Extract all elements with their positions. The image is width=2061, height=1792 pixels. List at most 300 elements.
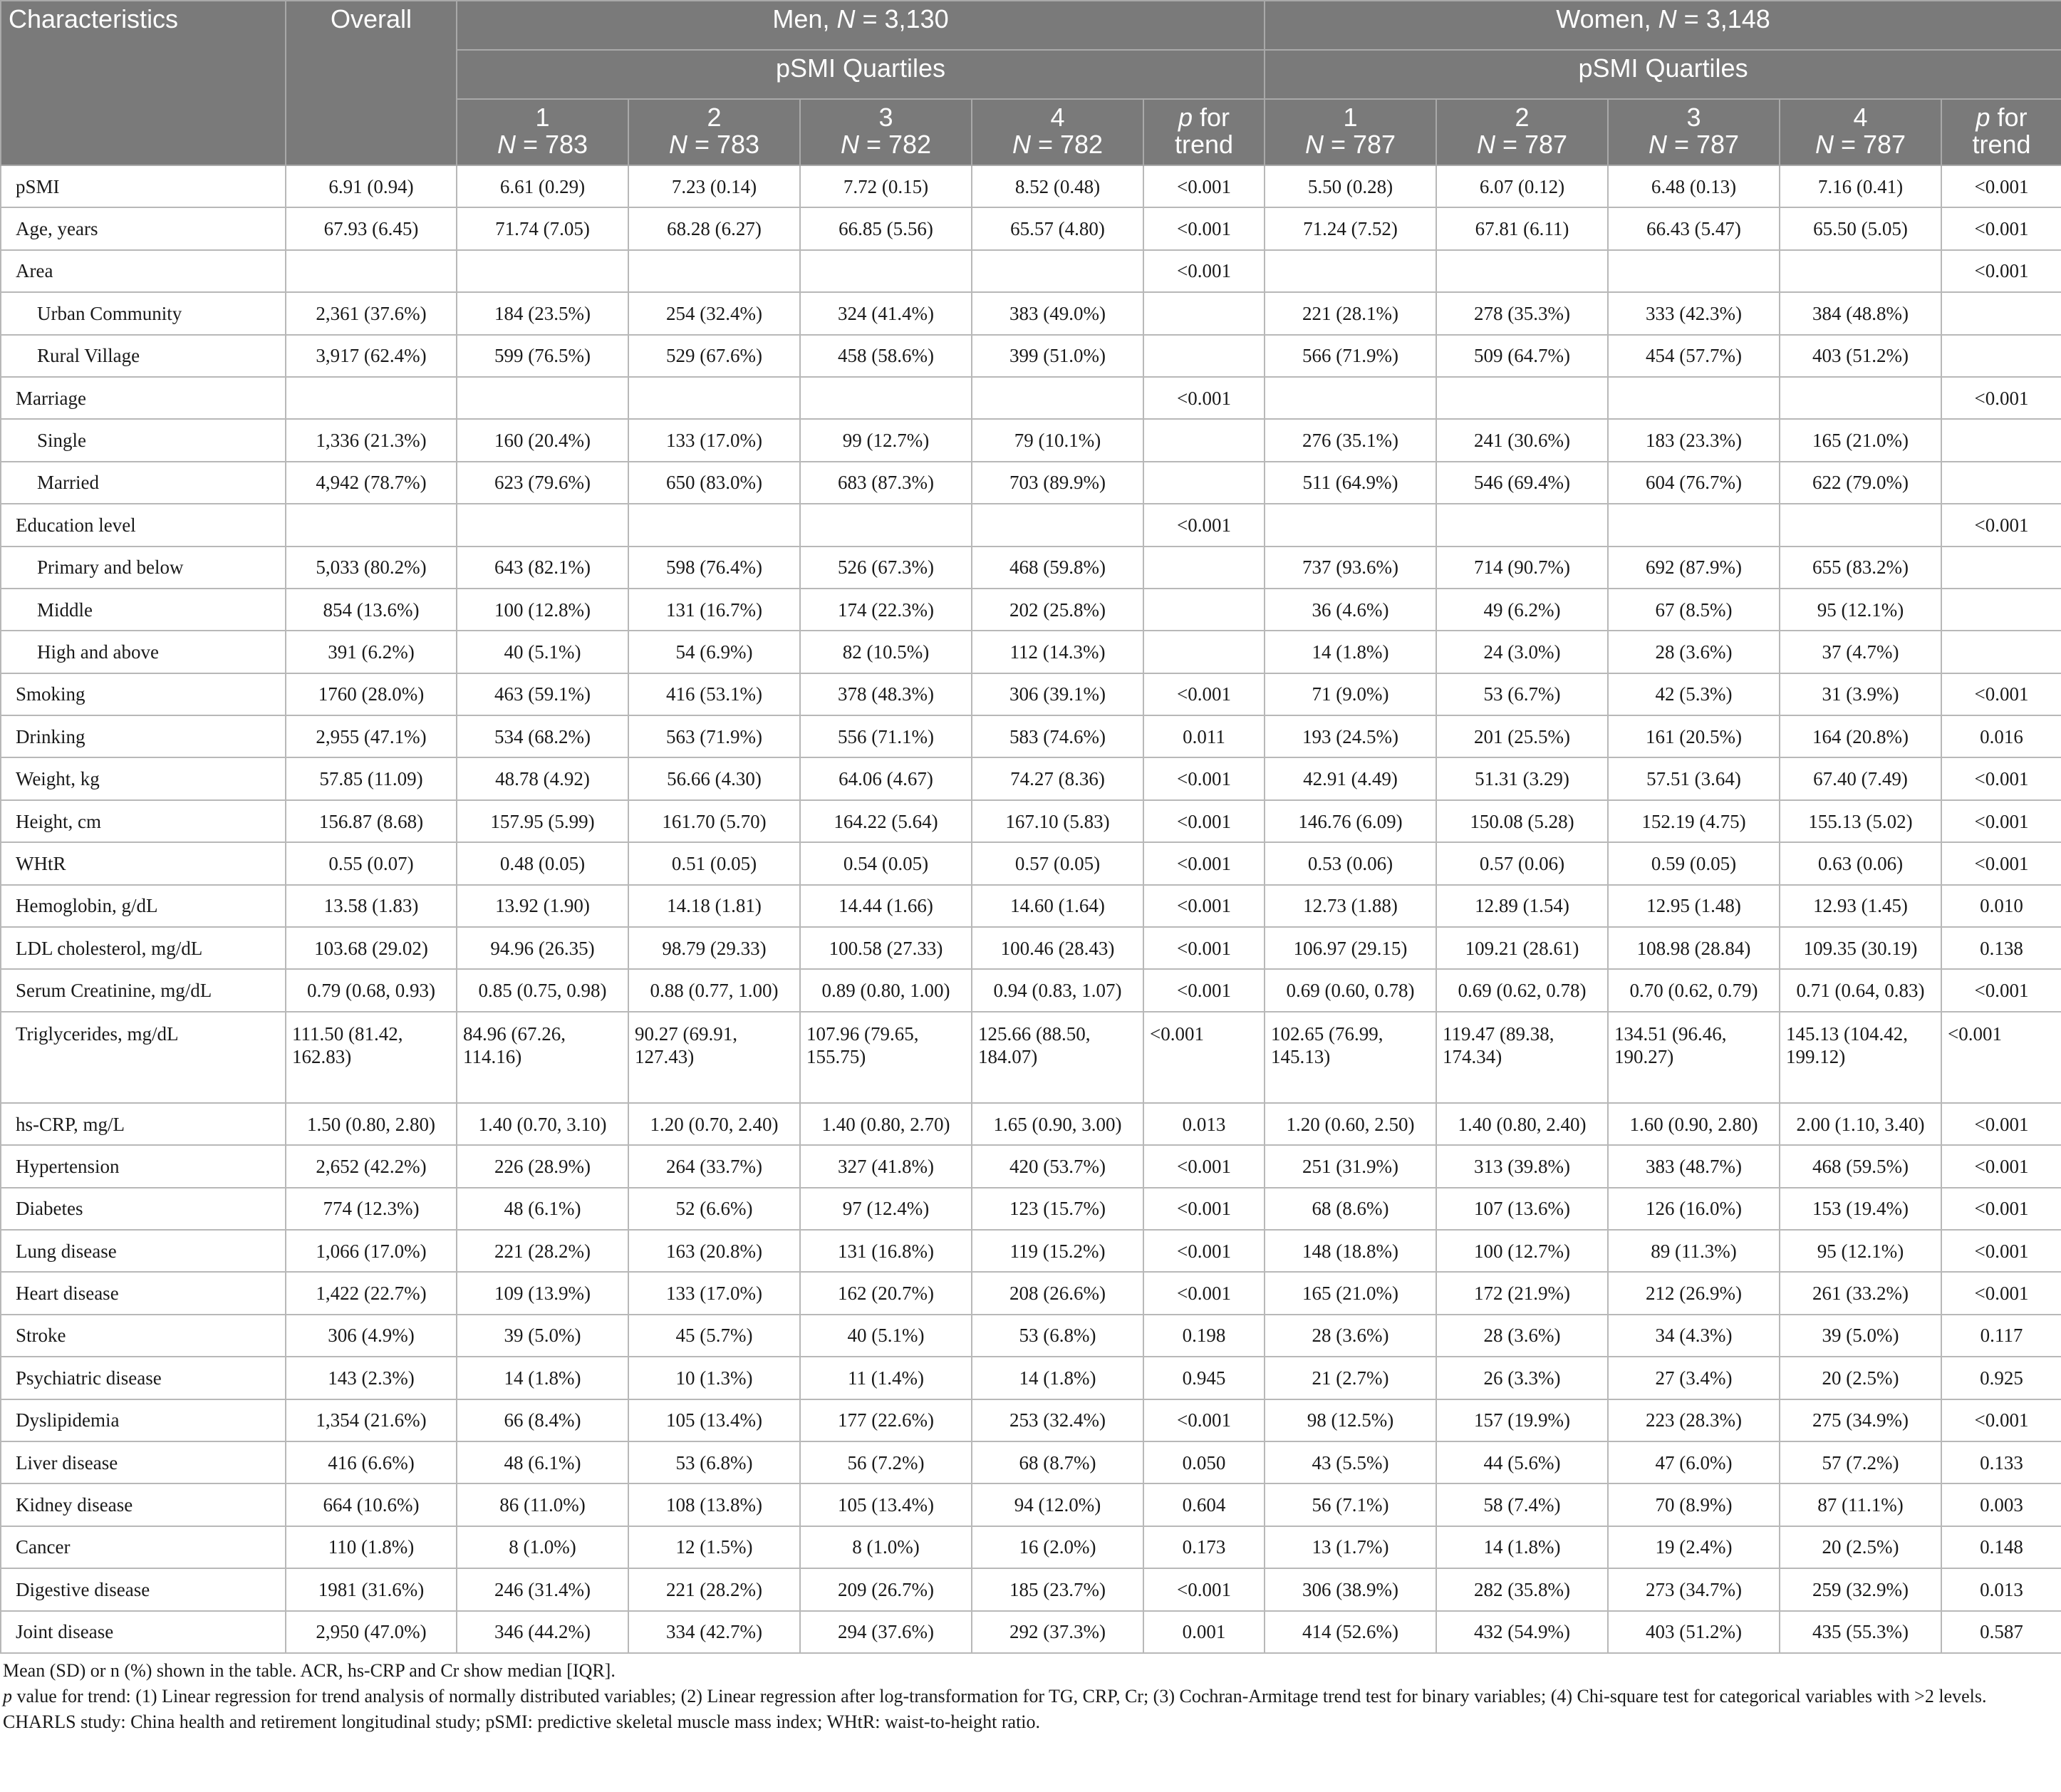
table-cell: 123 (15.7%) (972, 1188, 1143, 1230)
table-cell: 226 (28.9%) (457, 1145, 628, 1187)
table-cell: 84.96 (67.26, 114.16) (457, 1012, 628, 1103)
table-cell: 0.51 (0.05) (628, 842, 800, 884)
table-cell: 1,336 (21.3%) (286, 419, 457, 461)
women-quartile-4-header (1780, 99, 1941, 165)
table-cell: 598 (76.4%) (628, 547, 800, 589)
table-cell: <0.001 (1143, 207, 1265, 249)
table-row (1, 1103, 2061, 1145)
table-cell: 67.40 (7.49) (1780, 757, 1941, 799)
table-cell: 546 (69.4%) (1436, 462, 1608, 504)
table-cell: 292 (37.3%) (972, 1611, 1143, 1653)
table-cell: 0.94 (0.83, 1.07) (972, 969, 1143, 1011)
table-cell (286, 504, 457, 546)
quartile-n-value: = 787 (1833, 130, 1906, 159)
quartile-n-label: N (1476, 130, 1495, 159)
row-label: WHtR (1, 842, 286, 884)
men-n-value: = 3,130 (855, 4, 949, 33)
row-label: Marriage (1, 377, 286, 419)
table-cell: 56.66 (4.30) (628, 757, 800, 799)
table-cell: 664 (10.6%) (286, 1483, 457, 1526)
table-cell: <0.001 (1941, 800, 2061, 842)
table-cell: 43 (5.5%) (1265, 1441, 1436, 1483)
table-cell: 416 (53.1%) (628, 673, 800, 715)
row-label: Hemoglobin, g/dL (1, 885, 286, 927)
men-quartile-1-header (457, 99, 628, 165)
table-cell (1941, 547, 2061, 589)
quartile-n-label: N (497, 130, 516, 159)
table-cell: 0.198 (1143, 1315, 1265, 1357)
row-label: Weight, kg (1, 757, 286, 799)
men-quartile-2-header (628, 99, 800, 165)
quartile-count (1444, 131, 1600, 158)
table-cell: 143 (2.3%) (286, 1357, 457, 1399)
men-quartile-4-header (972, 99, 1143, 165)
table-cell: 692 (87.9%) (1608, 547, 1780, 589)
table-cell: 6.91 (0.94) (286, 165, 457, 207)
table-cell: 54 (6.9%) (628, 631, 800, 673)
header-women-quartiles: pSMI Quartiles (1265, 50, 2061, 99)
table-cell: 0.925 (1941, 1357, 2061, 1399)
note-line-3: CHARLS study: China health and retirement longitudinal study; pSMI: predictive skeletal muscle mass index; WHtR: waist-to-height ratio. (3, 1711, 1041, 1732)
table-cell: 28 (3.6%) (1436, 1315, 1608, 1357)
table-cell: 259 (32.9%) (1780, 1568, 1941, 1610)
table-cell: 1.50 (0.80, 2.80) (286, 1103, 457, 1145)
table-cell: 65.50 (5.05) (1780, 207, 1941, 249)
table-cell: 468 (59.5%) (1780, 1145, 1941, 1187)
table-cell: 0.945 (1143, 1357, 1265, 1399)
table-cell: 12.89 (1.54) (1436, 885, 1608, 927)
table-cell: 153 (19.4%) (1780, 1188, 1941, 1230)
row-label: pSMI (1, 165, 286, 207)
table-cell: <0.001 (1941, 1272, 2061, 1314)
table-cell: 241 (30.6%) (1436, 419, 1608, 461)
table-cell: 282 (35.8%) (1436, 1568, 1608, 1610)
table-cell: 164.22 (5.64) (800, 800, 972, 842)
table-cell: 346 (44.2%) (457, 1611, 628, 1653)
table-cell: 11 (1.4%) (800, 1357, 972, 1399)
table-row (1, 335, 2061, 377)
table-cell: 0.148 (1941, 1526, 2061, 1568)
women-n-label: N (1658, 4, 1677, 33)
table-cell: 643 (82.1%) (457, 547, 628, 589)
quartile-number: 2 (1515, 103, 1530, 132)
row-label: Married (1, 462, 286, 504)
table-cell: 37 (4.7%) (1780, 631, 1941, 673)
table-cell: 13 (1.7%) (1265, 1526, 1436, 1568)
table-row (1, 842, 2061, 884)
table-header (1, 1, 2061, 165)
table-cell: 468 (59.8%) (972, 547, 1143, 589)
table-cell: 42.91 (4.49) (1265, 757, 1436, 799)
table-cell: 47 (6.0%) (1608, 1441, 1780, 1483)
table-row (1, 207, 2061, 249)
table-cell: <0.001 (1143, 1272, 1265, 1314)
table-cell: 53 (6.8%) (972, 1315, 1143, 1357)
table-cell: <0.001 (1941, 1145, 2061, 1187)
table-cell: 0.173 (1143, 1526, 1265, 1568)
table-row (1, 927, 2061, 969)
trend-text: trend (1972, 130, 2031, 159)
table-cell: 105 (13.4%) (628, 1399, 800, 1441)
table-cell: 6.48 (0.13) (1608, 165, 1780, 207)
table-cell: 108.98 (28.84) (1608, 927, 1780, 969)
table-cell (1143, 292, 1265, 334)
table-cell: 71 (9.0%) (1265, 673, 1436, 715)
table-cell: 276 (35.1%) (1265, 419, 1436, 461)
table-cell: 119 (15.2%) (972, 1230, 1143, 1272)
table-cell: 534 (68.2%) (457, 715, 628, 757)
table-row (1, 377, 2061, 419)
table-cell: 145.13 (104.42, 199.12) (1780, 1012, 1941, 1103)
table-cell: 146.76 (6.09) (1265, 800, 1436, 842)
quartile-number: 3 (878, 103, 893, 132)
table-cell: 563 (71.9%) (628, 715, 800, 757)
table-cell: 1,354 (21.6%) (286, 1399, 457, 1441)
quartile-n-label: N (668, 130, 687, 159)
table-cell: 107.96 (79.65, 155.75) (800, 1012, 972, 1103)
quartile-n-label: N (1648, 130, 1667, 159)
table-cell: <0.001 (1143, 377, 1265, 419)
table-cell: 683 (87.3%) (800, 462, 972, 504)
table-cell: 0.011 (1143, 715, 1265, 757)
table-cell: 64.06 (4.67) (800, 757, 972, 799)
table-cell: <0.001 (1143, 1012, 1265, 1103)
quartile-count (1787, 131, 1933, 158)
table-row (1, 757, 2061, 799)
table-cell: 327 (41.8%) (800, 1145, 972, 1187)
table-cell: 19 (2.4%) (1608, 1526, 1780, 1568)
table-cell: <0.001 (1143, 757, 1265, 799)
quartile-number: 1 (1343, 103, 1358, 132)
table-cell (457, 250, 628, 292)
table-cell: 0.57 (0.05) (972, 842, 1143, 884)
table-cell: 14 (1.8%) (1265, 631, 1436, 673)
quartile-n-label: N (1012, 130, 1031, 159)
header-men-quartiles: pSMI Quartiles (457, 50, 1265, 99)
table-cell: 7.72 (0.15) (800, 165, 972, 207)
table-cell: 526 (67.3%) (800, 547, 972, 589)
table-cell: 599 (76.5%) (457, 335, 628, 377)
table-cell: 98 (12.5%) (1265, 1399, 1436, 1441)
table-cell: 97 (12.4%) (800, 1188, 972, 1230)
table-cell: 109 (13.9%) (457, 1272, 628, 1314)
men-quartile-3-header (800, 99, 972, 165)
table-cell: 79 (10.1%) (972, 419, 1143, 461)
table-cell: 384 (48.8%) (1780, 292, 1941, 334)
table-cell (1608, 504, 1780, 546)
table-cell: 0.138 (1941, 927, 2061, 969)
table-cell: 193 (24.5%) (1265, 715, 1436, 757)
table-cell: 416 (6.6%) (286, 1441, 457, 1483)
table-cell (1436, 250, 1608, 292)
table-cell: 420 (53.7%) (972, 1145, 1143, 1187)
table-cell: 14 (1.8%) (972, 1357, 1143, 1399)
table-cell: 12.95 (1.48) (1608, 885, 1780, 927)
table-cell: 86 (11.0%) (457, 1483, 628, 1526)
table-cell: <0.001 (1941, 165, 2061, 207)
table-cell: 378 (48.3%) (800, 673, 972, 715)
table-cell: <0.001 (1941, 1012, 2061, 1103)
table-cell: <0.001 (1941, 969, 2061, 1011)
table-cell: 14.60 (1.64) (972, 885, 1143, 927)
table-cell: 221 (28.1%) (1265, 292, 1436, 334)
table-cell: <0.001 (1143, 800, 1265, 842)
p-italic: p (1178, 103, 1193, 132)
table-cell (1608, 377, 1780, 419)
table-cell: 48 (6.1%) (457, 1441, 628, 1483)
table-cell (1941, 335, 2061, 377)
table-cell: 313 (39.8%) (1436, 1145, 1608, 1187)
table-cell (457, 504, 628, 546)
table-cell: 12 (1.5%) (628, 1526, 800, 1568)
table-cell: 131 (16.8%) (800, 1230, 972, 1272)
table-cell: 164 (20.8%) (1780, 715, 1941, 757)
table-cell: 31 (3.9%) (1780, 673, 1941, 715)
table-cell: <0.001 (1143, 250, 1265, 292)
table-cell: 103.68 (29.02) (286, 927, 457, 969)
table-cell: <0.001 (1143, 969, 1265, 1011)
table-notes (0, 1654, 2061, 1735)
table-cell: 100 (12.8%) (457, 589, 628, 631)
table-cell: 0.69 (0.60, 0.78) (1265, 969, 1436, 1011)
men-p-for-trend-header (1143, 99, 1265, 165)
table-cell: 0.59 (0.05) (1608, 842, 1780, 884)
table-cell: 0.69 (0.62, 0.78) (1436, 969, 1608, 1011)
table-cell: 261 (33.2%) (1780, 1272, 1941, 1314)
table-cell: 246 (31.4%) (457, 1568, 628, 1610)
table-cell: 0.79 (0.68, 0.93) (286, 969, 457, 1011)
table-cell: 16 (2.0%) (972, 1526, 1143, 1568)
table-cell: 254 (32.4%) (628, 292, 800, 334)
row-label: Height, cm (1, 800, 286, 842)
quartile-n-value: = 787 (1495, 130, 1568, 159)
table-cell (800, 250, 972, 292)
quartile-count (1272, 131, 1428, 158)
table-cell: 223 (28.3%) (1608, 1399, 1780, 1441)
row-label: Kidney disease (1, 1483, 286, 1526)
table-cell: 107 (13.6%) (1436, 1188, 1608, 1230)
table-row (1, 462, 2061, 504)
table-cell: 167.10 (5.83) (972, 800, 1143, 842)
quartile-n-value: = 787 (1666, 130, 1740, 159)
table-cell: 148 (18.8%) (1265, 1230, 1436, 1272)
table-row (1, 1315, 2061, 1357)
table-cell: 109.21 (28.61) (1436, 927, 1608, 969)
p-for-text: for (1990, 103, 2028, 132)
table-cell: 854 (13.6%) (286, 589, 457, 631)
table-cell: 98.79 (29.33) (628, 927, 800, 969)
quartile-number: 4 (1050, 103, 1065, 132)
table-cell: 82 (10.5%) (800, 631, 972, 673)
table-cell: 109.35 (30.19) (1780, 927, 1941, 969)
table-cell: <0.001 (1143, 504, 1265, 546)
row-label: LDL cholesterol, mg/dL (1, 927, 286, 969)
row-label: Drinking (1, 715, 286, 757)
table-row (1, 715, 2061, 757)
note-line-1: Mean (SD) or n (%) shown in the table. ACR, hs-CRP and Cr show median [IQR]. (3, 1659, 616, 1681)
table-cell: <0.001 (1941, 250, 2061, 292)
quartile-count (808, 131, 964, 158)
table-cell: 212 (26.9%) (1608, 1272, 1780, 1314)
table-cell: 0.001 (1143, 1611, 1265, 1653)
table-cell: 172 (21.9%) (1436, 1272, 1608, 1314)
quartile-count (464, 131, 621, 158)
table-cell: 66 (8.4%) (457, 1399, 628, 1441)
table-cell: 0.010 (1941, 885, 2061, 927)
row-label: Triglycerides, mg/dL (1, 1012, 286, 1103)
p-italic: p (1976, 103, 1990, 132)
table-row (1, 1526, 2061, 1568)
table-cell: 163 (20.8%) (628, 1230, 800, 1272)
table-cell: 13.92 (1.90) (457, 885, 628, 927)
table-cell: 28 (3.6%) (1265, 1315, 1436, 1357)
quartile-number: 2 (707, 103, 722, 132)
table-row (1, 1230, 2061, 1272)
row-label: Education level (1, 504, 286, 546)
table-cell: 161.70 (5.70) (628, 800, 800, 842)
table-cell: 306 (4.9%) (286, 1315, 457, 1357)
table-row (1, 673, 2061, 715)
row-label: Diabetes (1, 1188, 286, 1230)
quartile-n-value: = 783 (515, 130, 588, 159)
table-cell: 0.133 (1941, 1441, 2061, 1483)
quartile-count (980, 131, 1136, 158)
men-prefix: Men, (772, 4, 837, 33)
table-cell: <0.001 (1941, 842, 2061, 884)
table-cell: <0.001 (1941, 673, 2061, 715)
table-cell: 622 (79.0%) (1780, 462, 1941, 504)
quartile-n-label: N (840, 130, 859, 159)
table-cell: 774 (12.3%) (286, 1188, 457, 1230)
table-cell: 1.40 (0.80, 2.40) (1436, 1103, 1608, 1145)
table-cell: 334 (42.7%) (628, 1611, 800, 1653)
table-cell: 383 (48.7%) (1608, 1145, 1780, 1187)
table-cell: 2,950 (47.0%) (286, 1611, 457, 1653)
table-cell: 66.85 (5.56) (800, 207, 972, 249)
table-cell: <0.001 (1941, 757, 2061, 799)
table-cell (1941, 631, 2061, 673)
table-cell: 20 (2.5%) (1780, 1357, 1941, 1399)
table-cell: 102.65 (76.99, 145.13) (1265, 1012, 1436, 1103)
women-prefix: Women, (1556, 4, 1658, 33)
table-cell: 71.24 (7.52) (1265, 207, 1436, 249)
table-cell: 28 (3.6%) (1608, 631, 1780, 673)
table-cell (1941, 462, 2061, 504)
table-cell: 71.74 (7.05) (457, 207, 628, 249)
table-cell: 27 (3.4%) (1608, 1357, 1780, 1399)
women-quartile-3-header (1608, 99, 1780, 165)
table-cell: 454 (57.7%) (1608, 335, 1780, 377)
table-cell: 463 (59.1%) (457, 673, 628, 715)
table-row (1, 1441, 2061, 1483)
table-cell: 403 (51.2%) (1608, 1611, 1780, 1653)
table-cell: 209 (26.7%) (800, 1568, 972, 1610)
table-cell (1143, 335, 1265, 377)
table-cell: 2,652 (42.2%) (286, 1145, 457, 1187)
table-cell: 264 (33.7%) (628, 1145, 800, 1187)
table-cell: 0.54 (0.05) (800, 842, 972, 884)
table-cell: 49 (6.2%) (1436, 589, 1608, 631)
table-cell: 278 (35.3%) (1436, 292, 1608, 334)
table-cell: 68.28 (6.27) (628, 207, 800, 249)
row-label: Smoking (1, 673, 286, 715)
table-row (1, 1188, 2061, 1230)
table-row (1, 1611, 2061, 1653)
table-cell (800, 377, 972, 419)
table-cell: 90.27 (69.91, 127.43) (628, 1012, 800, 1103)
table-row (1, 1145, 2061, 1187)
table-cell: 2.00 (1.10, 3.40) (1780, 1103, 1941, 1145)
table-cell: 57 (7.2%) (1780, 1441, 1941, 1483)
table-cell: 20 (2.5%) (1780, 1526, 1941, 1568)
table-row (1, 885, 2061, 927)
p-for-label (1151, 104, 1257, 131)
table-cell: 53 (6.8%) (628, 1441, 800, 1483)
table-cell: 251 (31.9%) (1265, 1145, 1436, 1187)
table-cell: 0.013 (1143, 1103, 1265, 1145)
table-cell: 383 (49.0%) (972, 292, 1143, 334)
table-cell: 44 (5.6%) (1436, 1441, 1608, 1483)
table-cell: <0.001 (1143, 885, 1265, 927)
row-label: High and above (1, 631, 286, 673)
table-cell: <0.001 (1941, 1230, 2061, 1272)
table-cell: 714 (90.7%) (1436, 547, 1608, 589)
table-cell: 1.40 (0.70, 3.10) (457, 1103, 628, 1145)
table-cell: 208 (26.6%) (972, 1272, 1143, 1314)
quartile-n-label: N (1304, 130, 1324, 159)
table-cell: 1981 (31.6%) (286, 1568, 457, 1610)
table-cell: 133 (17.0%) (628, 419, 800, 461)
table-row (1, 969, 2061, 1011)
table-cell: 183 (23.3%) (1608, 419, 1780, 461)
table-cell: 0.53 (0.06) (1265, 842, 1436, 884)
table-cell: 160 (20.4%) (457, 419, 628, 461)
table-cell: 14.18 (1.81) (628, 885, 800, 927)
table-cell: 57.85 (11.09) (286, 757, 457, 799)
table-row (1, 250, 2061, 292)
table-cell: 42 (5.3%) (1608, 673, 1780, 715)
table-cell: <0.001 (1941, 1399, 2061, 1441)
table-cell: <0.001 (1143, 673, 1265, 715)
table-cell: <0.001 (1143, 1230, 1265, 1272)
table-cell: 12.73 (1.88) (1265, 885, 1436, 927)
table-cell (1143, 462, 1265, 504)
table-cell: 604 (76.7%) (1608, 462, 1780, 504)
table-cell: 306 (38.9%) (1265, 1568, 1436, 1610)
table-cell: 39 (5.0%) (457, 1315, 628, 1357)
table-cell (1941, 589, 2061, 631)
table-cell: <0.001 (1143, 842, 1265, 884)
table-cell: 89 (11.3%) (1608, 1230, 1780, 1272)
row-label: hs-CRP, mg/L (1, 1103, 286, 1145)
table-cell: 65.57 (4.80) (972, 207, 1143, 249)
table-cell: 106.97 (29.15) (1265, 927, 1436, 969)
table-cell (1941, 419, 2061, 461)
table-cell: 94.96 (26.35) (457, 927, 628, 969)
table-cell: 131 (16.7%) (628, 589, 800, 631)
table-cell: <0.001 (1941, 377, 2061, 419)
row-label: Hypertension (1, 1145, 286, 1187)
table-cell: 56 (7.1%) (1265, 1483, 1436, 1526)
table-cell: 5.50 (0.28) (1265, 165, 1436, 207)
table-cell (1143, 547, 1265, 589)
row-label: Age, years (1, 207, 286, 249)
table-cell: 34 (4.3%) (1608, 1315, 1780, 1357)
table-cell: 3,917 (62.4%) (286, 335, 457, 377)
header-overall: Overall (286, 1, 457, 165)
row-label: Serum Creatinine, mg/dL (1, 969, 286, 1011)
table-cell: 99 (12.7%) (800, 419, 972, 461)
